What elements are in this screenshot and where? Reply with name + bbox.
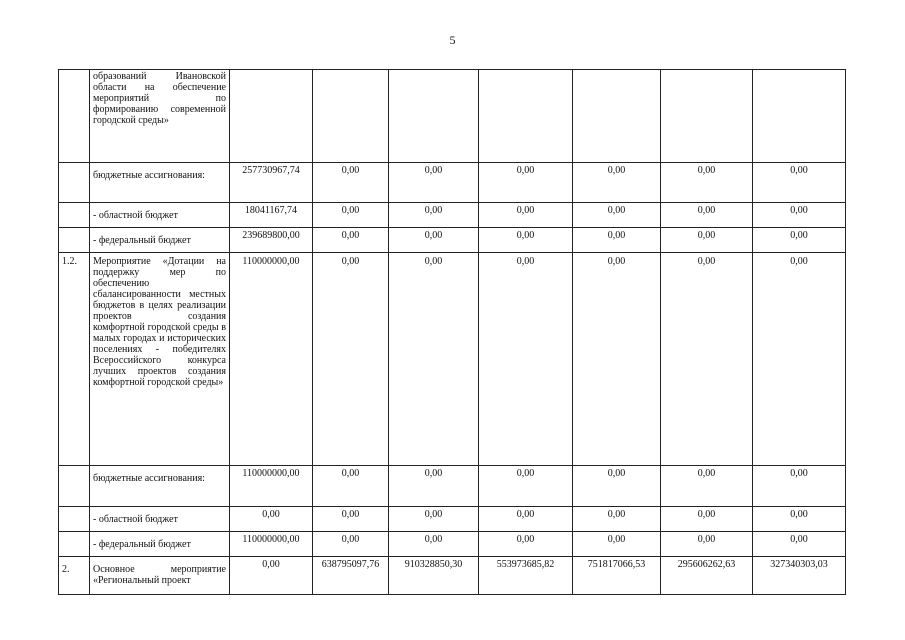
value-cell: 0,00 (753, 163, 846, 203)
value-cell: 0,00 (661, 228, 753, 253)
row-name: - областной бюджет (90, 203, 230, 228)
value-cell: 239689800,00 (230, 228, 313, 253)
value-cell: 0,00 (389, 466, 479, 507)
value-cell (230, 70, 313, 163)
value-cell: 0,00 (661, 163, 753, 203)
table-row (59, 203, 846, 228)
value-cell: 295606262,63 (661, 557, 753, 595)
value-cell: 0,00 (389, 253, 479, 466)
value-cell: 0,00 (479, 507, 573, 532)
value-cell: 0,00 (753, 253, 846, 466)
value-cell: 0,00 (573, 466, 661, 507)
row-name: Мероприятие «Дотации на поддержку мер по обеспечению сбалансированности местных бюджетов в целях реализации проектов создания комфортной городской среды в малых городах и исторических поселениях - победителях Всероссийского конкурса лучших проектов создания комфортной городской среды» (90, 253, 230, 466)
value-cell: 0,00 (661, 253, 753, 466)
value-cell: 0,00 (313, 203, 389, 228)
value-cell: 327340303,03 (753, 557, 846, 595)
value-cell: 0,00 (479, 203, 573, 228)
row-name: - федеральный бюджет (90, 228, 230, 253)
value-cell (573, 70, 661, 163)
value-cell: 0,00 (389, 507, 479, 532)
value-cell: 0,00 (573, 507, 661, 532)
value-cell: 0,00 (479, 253, 573, 466)
value-cell: 18041167,74 (230, 203, 313, 228)
row-name: - федеральный бюджет (90, 532, 230, 557)
value-cell: 257730967,74 (230, 163, 313, 203)
value-cell: 0,00 (479, 228, 573, 253)
table-row (59, 466, 846, 507)
row-index (59, 228, 90, 253)
value-cell: 0,00 (313, 228, 389, 253)
table-row (59, 532, 846, 557)
value-cell (479, 70, 573, 163)
row-index (59, 163, 90, 203)
value-cell (753, 70, 846, 163)
row-index (59, 507, 90, 532)
value-cell (389, 70, 479, 163)
row-name: образований Ивановской области на обеспечение мероприятий по формированию современной городской среды» (90, 70, 230, 163)
table-row (59, 557, 846, 595)
value-cell: 751817066,53 (573, 557, 661, 595)
row-name: - областной бюджет (90, 507, 230, 532)
table-row (59, 253, 846, 466)
value-cell: 110000000,00 (230, 466, 313, 507)
value-cell: 0,00 (753, 228, 846, 253)
value-cell: 0,00 (753, 466, 846, 507)
row-index (59, 203, 90, 228)
value-cell: 0,00 (573, 253, 661, 466)
value-cell: 0,00 (389, 532, 479, 557)
value-cell: 0,00 (753, 507, 846, 532)
value-cell: 553973685,82 (479, 557, 573, 595)
value-cell: 0,00 (573, 163, 661, 203)
row-name: Основное мероприятие «Региональный проект (90, 557, 230, 595)
page-number: 5 (449, 33, 456, 47)
value-cell: 0,00 (573, 532, 661, 557)
value-cell: 910328850,30 (389, 557, 479, 595)
table-row (59, 163, 846, 203)
value-cell: 0,00 (313, 163, 389, 203)
value-cell (661, 70, 753, 163)
row-index (59, 466, 90, 507)
value-cell: 110000000,00 (230, 253, 313, 466)
value-cell: 0,00 (479, 163, 573, 203)
row-name: бюджетные ассигнования: (90, 466, 230, 507)
value-cell: 0,00 (230, 507, 313, 532)
value-cell (313, 70, 389, 163)
value-cell: 0,00 (389, 203, 479, 228)
value-cell: 638795097,76 (313, 557, 389, 595)
value-cell: 0,00 (573, 228, 661, 253)
value-cell: 0,00 (753, 532, 846, 557)
value-cell: 0,00 (389, 163, 479, 203)
value-cell: 0,00 (661, 203, 753, 228)
value-cell: 0,00 (573, 203, 661, 228)
row-index (59, 532, 90, 557)
table-row (59, 507, 846, 532)
value-cell: 0,00 (230, 557, 313, 595)
value-cell: 0,00 (313, 466, 389, 507)
table-row (59, 228, 846, 253)
value-cell: 110000000,00 (230, 532, 313, 557)
value-cell: 0,00 (753, 203, 846, 228)
value-cell: 0,00 (479, 466, 573, 507)
value-cell: 0,00 (389, 228, 479, 253)
row-name: бюджетные ассигнования: (90, 163, 230, 203)
table-row (59, 70, 846, 163)
row-index (59, 70, 90, 163)
value-cell: 0,00 (661, 532, 753, 557)
value-cell: 0,00 (313, 532, 389, 557)
value-cell: 0,00 (661, 507, 753, 532)
row-index: 1.2. (59, 253, 90, 466)
row-index: 2. (59, 557, 90, 595)
value-cell: 0,00 (313, 253, 389, 466)
value-cell: 0,00 (313, 507, 389, 532)
value-cell: 0,00 (479, 532, 573, 557)
budget-table (58, 69, 846, 595)
value-cell: 0,00 (661, 466, 753, 507)
